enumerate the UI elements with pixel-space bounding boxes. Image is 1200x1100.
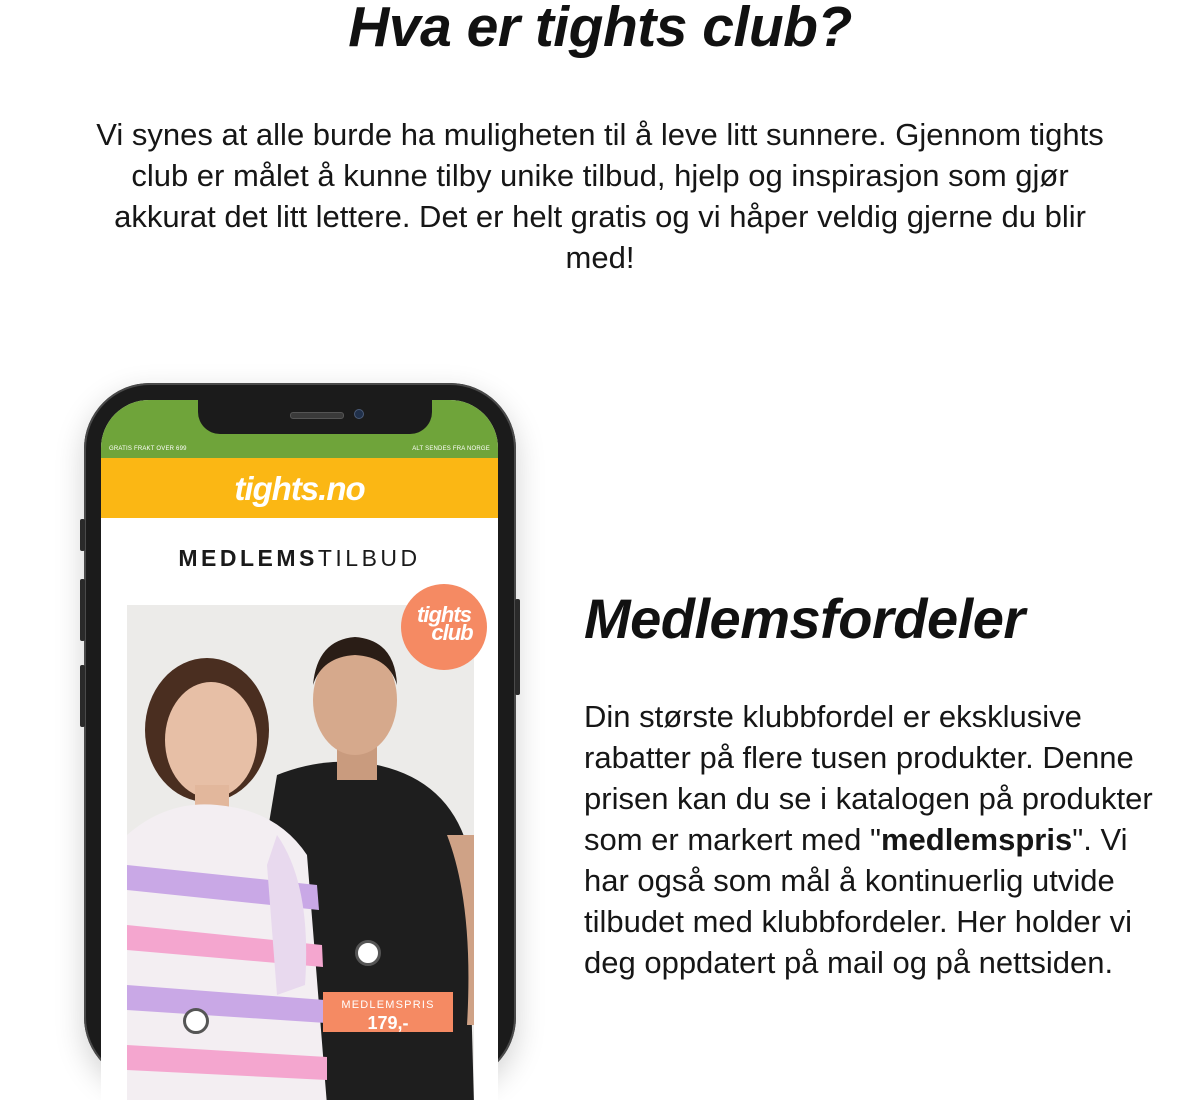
- phone-mockup: [84, 383, 516, 1083]
- speaker-icon: [290, 412, 344, 419]
- phone-power-button: [515, 599, 520, 695]
- origin-notice: ALT SENDES FRA NORGE: [412, 446, 490, 452]
- product-hotspot[interactable]: [355, 940, 381, 966]
- phone-volume-down: [80, 665, 85, 727]
- badge-line-1: tights: [417, 602, 471, 627]
- screen-heading: [101, 545, 498, 572]
- benefits-text-part-1: Din største klubbfordel er eksklusive rabatter på flere tusen produkter. Denne prisen kan du se i katalogen på produkter som er markert med ": [584, 699, 1153, 857]
- member-price-tag[interactable]: [323, 992, 453, 1032]
- page-title: Hva er tights club?: [348, 0, 852, 59]
- heading-regular-part: TILBUD: [317, 545, 421, 571]
- benefits-text-highlight: medlemspris: [880, 822, 1073, 857]
- product-hotspot[interactable]: [183, 1008, 209, 1034]
- badge-line-2: club: [431, 620, 473, 645]
- intro-text: Vi synes at alle burde ha muligheten til å leve litt sunnere. Gjennom tights club er målet å kunne tilby unike tilbud, hjelp og inspirasjon som gjør akkurat det litt lettere. Det er helt gratis og vi håper veldig gjerne du blir med!: [96, 117, 1104, 275]
- shipping-notice: GRATIS FRAKT OVER 699: [109, 446, 187, 452]
- tights-club-badge: [401, 584, 487, 670]
- price-label: MEDLEMSPRIS: [341, 999, 435, 1011]
- camera-icon: [354, 409, 364, 419]
- benefits-title: Medlemsfordeler: [584, 587, 1025, 650]
- price-value: 179,-: [367, 1013, 409, 1033]
- brand-logo[interactable]: tights.no: [234, 470, 365, 507]
- phone-screen: [101, 400, 498, 1100]
- benefits-text: [584, 696, 1164, 983]
- heading-bold-part: MEDLEMS: [178, 545, 318, 571]
- phone-notch: [198, 400, 432, 434]
- brand-header: [101, 458, 498, 518]
- phone-side-button: [80, 519, 85, 551]
- benefits-text-part-2: ". Vi har også som mål å kontinuerlig utvide tilbudet med klubbfordeler. Her holder vi deg oppdatert på mail og på nettsiden.: [584, 822, 1132, 980]
- phone-volume-up: [80, 579, 85, 641]
